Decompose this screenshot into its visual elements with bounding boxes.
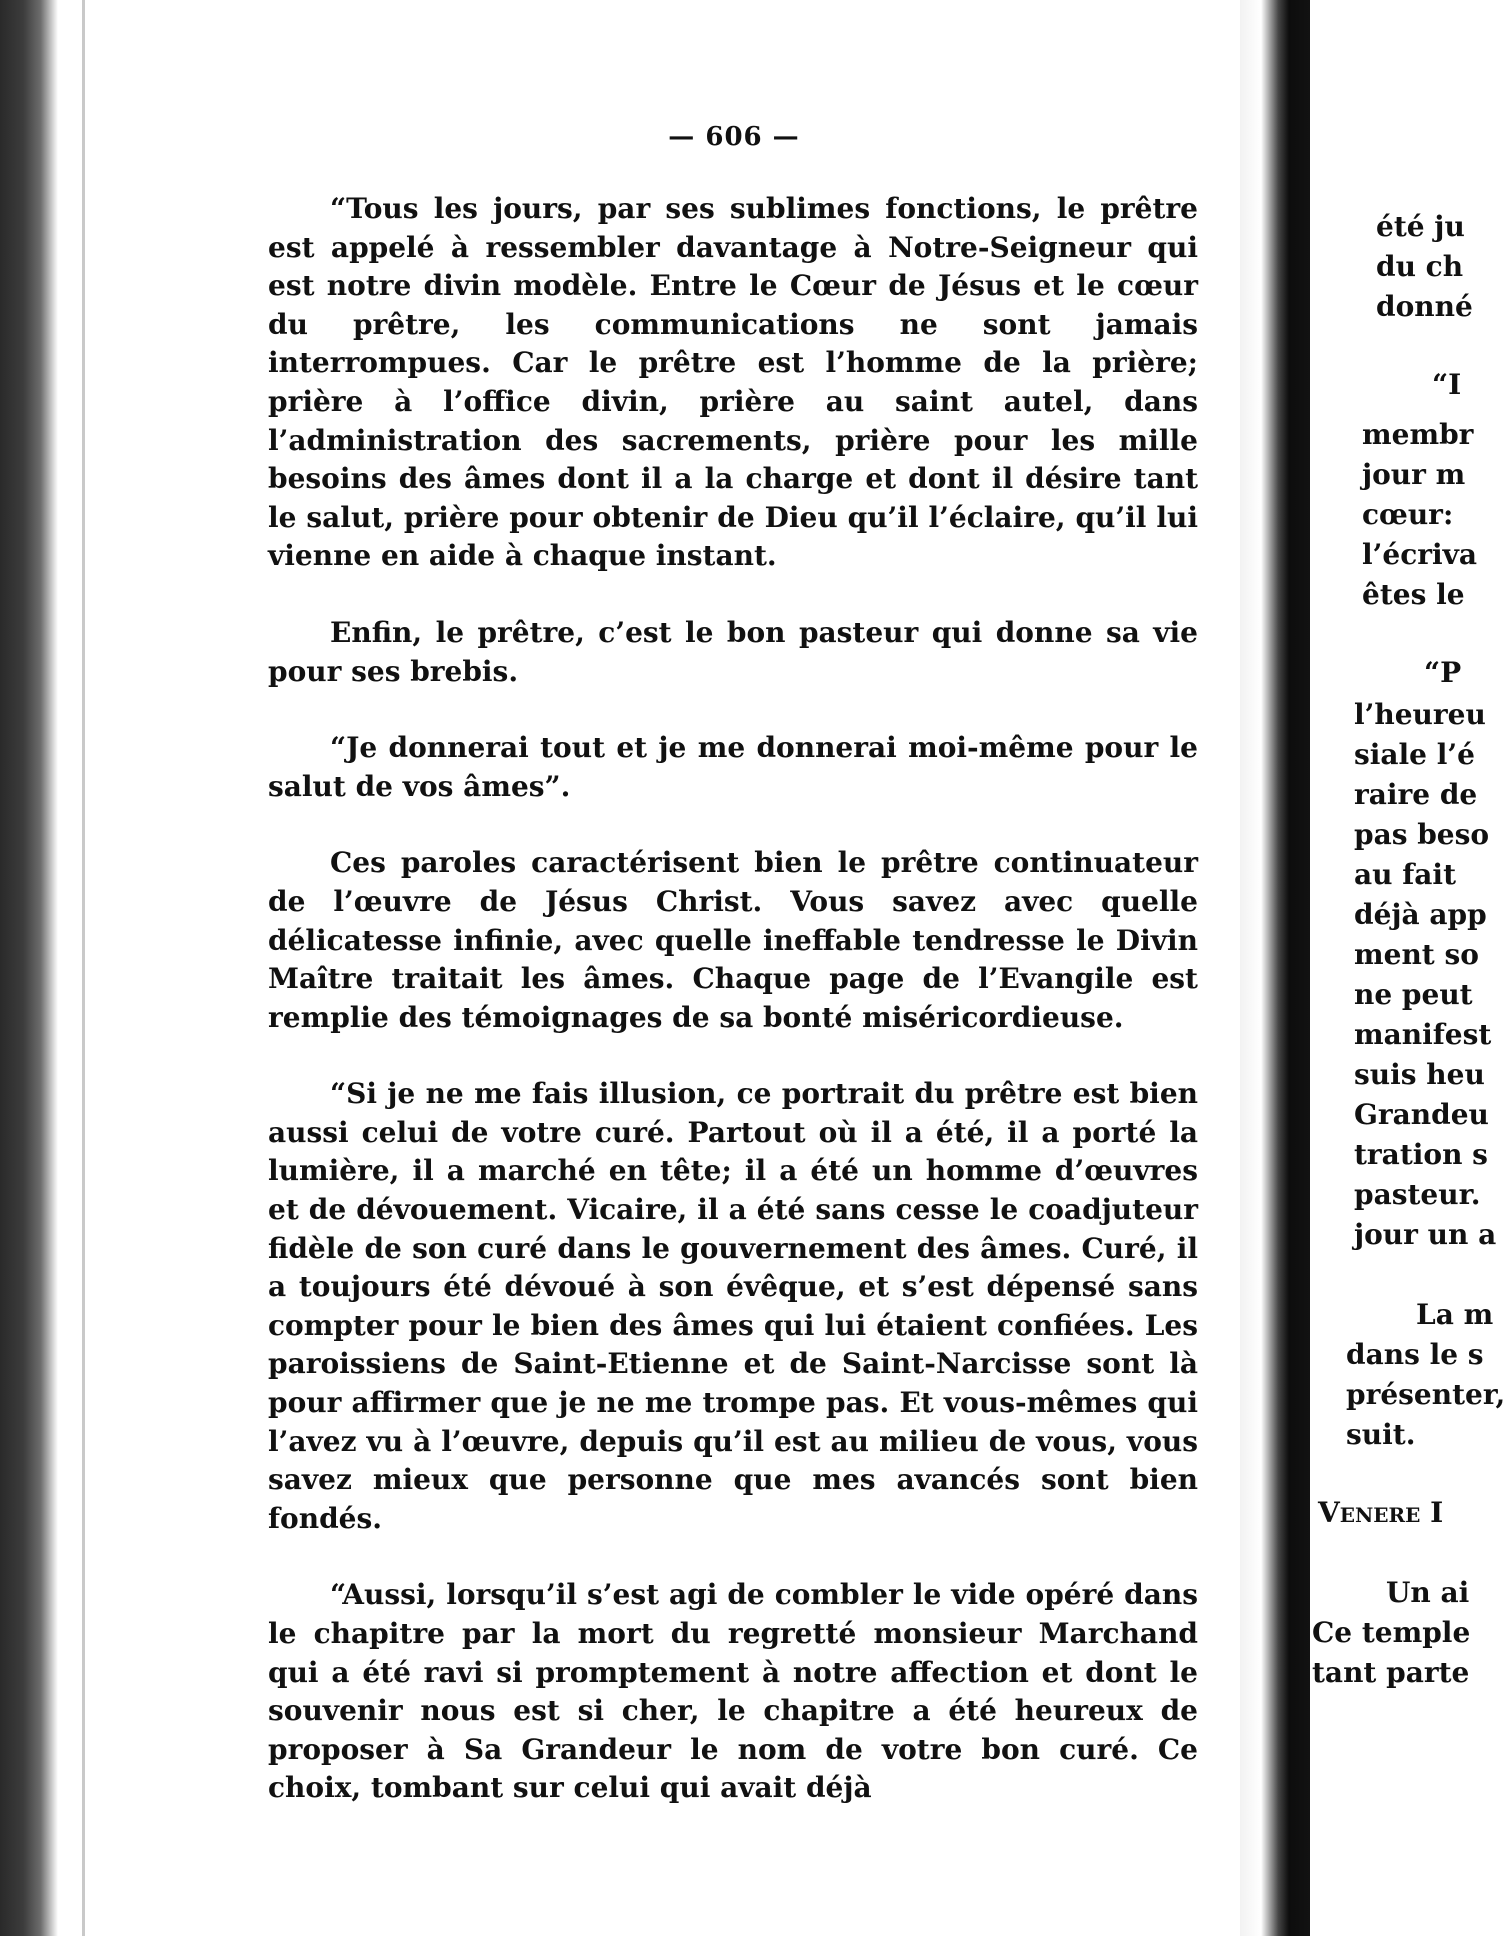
- paragraph: Enfin, le prêtre, c’est le bon pasteur qui donne sa vie pour ses brebis.: [268, 615, 1198, 688]
- book-spine: [1240, 0, 1310, 1936]
- right-page-line: Grandeu: [1354, 1098, 1489, 1131]
- right-page-line: pasteur.: [1354, 1178, 1481, 1211]
- page-number: — 606 —: [668, 122, 800, 152]
- right-page-line: Venere I: [1318, 1496, 1444, 1529]
- right-page-line: suit.: [1346, 1418, 1416, 1451]
- right-page-line: siale l’é: [1354, 738, 1475, 771]
- paragraph: “Tous les jours, par ses sublimes fonctions, le prêtre est appelé à ressembler davantage à Notre-Seigneur qui est notre divin modèle. Entre le Cœur de Jésus et le cœur du prêtre, les communications ne sont jamais interrompues. Car le prêtre est l’homme de la prière; prière à l’office divin, prière au saint autel, dans l’administration des sacrements, prière pour les mille besoins des âmes dont il a la charge et dont il désire tant le salut, prière pour obtenir de Dieu qu’il l’éclaire, qu’il lui vienne en aide à chaque instant.: [268, 192, 1198, 573]
- right-page-line: jour m: [1362, 458, 1466, 491]
- right-page-fragment: [1310, 0, 1505, 1936]
- right-page-line: La m: [1416, 1298, 1494, 1331]
- paragraph: “Je donnerai tout et je me donnerai moi-même pour le salut de vos âmes”.: [268, 731, 1198, 803]
- right-page-line: pas beso: [1354, 818, 1490, 851]
- left-page: [268, 0, 1200, 1936]
- right-page-line: été ju: [1376, 210, 1465, 243]
- right-page-line: présenter,: [1346, 1378, 1505, 1411]
- right-page-line: membr: [1362, 418, 1474, 451]
- right-page-line: l’heureu: [1354, 698, 1486, 731]
- right-page-line: l’écriva: [1362, 538, 1478, 571]
- paragraph: “Si je ne me fais illusion, ce portrait du prêtre est bien aussi celui de votre curé. Partout où il a été, il a porté la lumière, il a marché en tête; il a été un homme d’œuvres et de dévouement. Vicaire, il a été sans cesse le coadjuteur fidèle de son curé dans le gouvernement des âmes. Curé, il a toujours été dévoué à son évêque, et s’est dépensé sans compter pour le bien des âmes qui lui étaient confiées. Les paroissiens de Saint-Etienne et de Saint-Narcisse sont là pour affirmer que je ne me trompe pas. Et vous-mêmes qui l’avez vu à l’œuvre, depuis qu’il est au milieu de vous, vous savez mieux que personne que mes avancés sont bien fondés.: [268, 1077, 1198, 1535]
- right-page-line: cœur:: [1362, 498, 1454, 531]
- right-page-line: manifest: [1354, 1018, 1492, 1051]
- paragraph: Ces paroles caractérisent bien le prêtre continuateur de l’œuvre de Jésus Christ. Vous savez avec quelle délicatesse infinie, avec quelle ineffable tendresse le Divin Maître traitait les âmes. Chaque page de l’Evangile est remplie des témoignages de sa bonté miséricordieuse.: [268, 846, 1198, 1034]
- page-edge-line: [82, 0, 85, 1936]
- right-page-line: déjà app: [1354, 898, 1487, 931]
- right-page-line: Un ai: [1386, 1576, 1470, 1609]
- right-page-line: ne peut: [1354, 978, 1473, 1011]
- right-page-line: “P: [1424, 656, 1462, 689]
- right-page-line: suis heu: [1354, 1058, 1485, 1091]
- right-page-line: jour un a: [1354, 1218, 1497, 1251]
- right-page-line: au fait: [1354, 858, 1457, 891]
- right-page-line: tration s: [1354, 1138, 1488, 1171]
- right-page-line: du ch: [1376, 250, 1464, 283]
- right-page-line: raire de: [1354, 778, 1478, 811]
- right-page-line: dans le s: [1346, 1338, 1484, 1371]
- page-body: [268, 190, 1198, 1808]
- right-page-line: ment so: [1354, 938, 1479, 971]
- right-page-line: “I: [1432, 368, 1462, 401]
- right-page-line: tant parte: [1312, 1656, 1470, 1689]
- right-page-line: donné: [1376, 290, 1473, 323]
- scan-left-edge: [0, 0, 58, 1936]
- paragraph: “Aussi, lorsqu’il s’est agi de combler le vide opéré dans le chapitre par la mort du regretté monsieur Marchand qui a été ravi si promptement à notre affection et dont le souvenir nous est si cher, le chapitre a été heureux de proposer à Sa Grandeur le nom de votre bon curé. Ce choix, tombant sur celui qui avait déjà: [268, 1578, 1198, 1805]
- right-page-line: Ce temple: [1312, 1616, 1471, 1649]
- right-page-line: êtes le: [1362, 578, 1465, 611]
